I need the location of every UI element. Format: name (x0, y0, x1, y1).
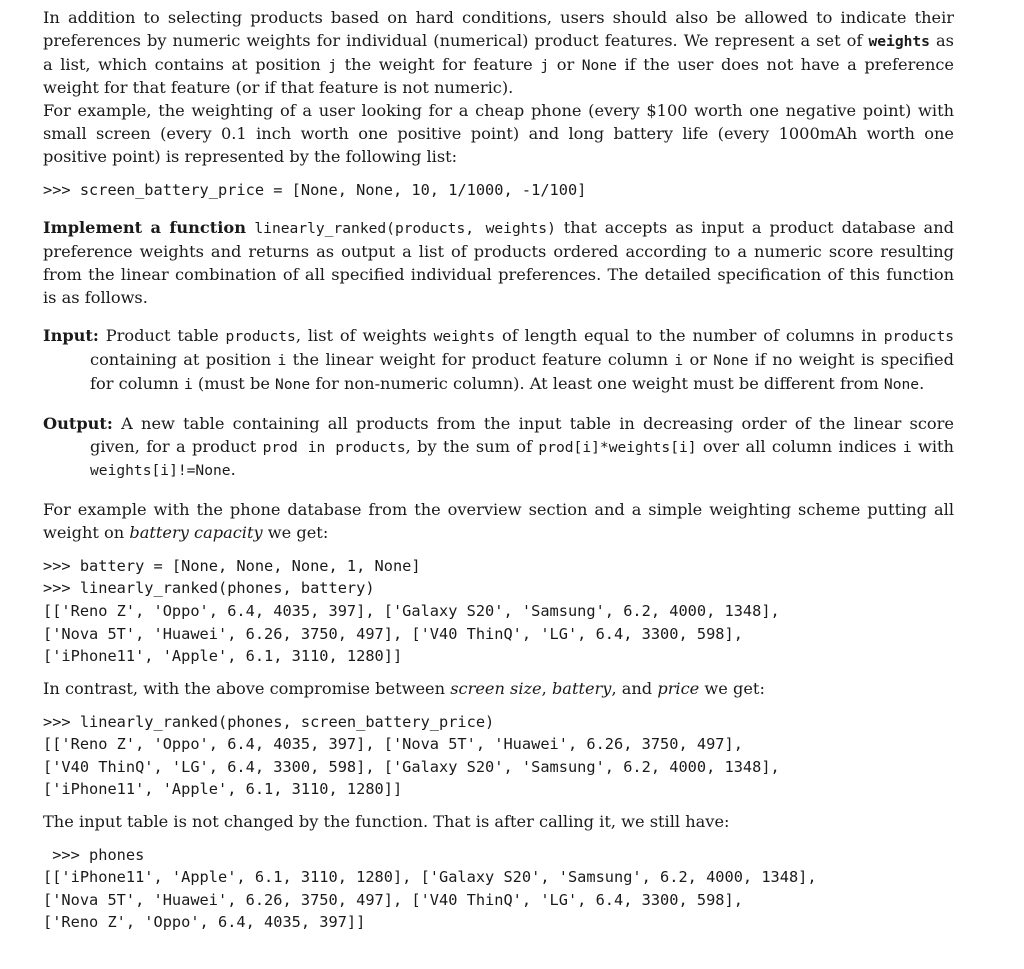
intro-text-3: the weight for feature (337, 54, 541, 74)
implement-paragraph (43, 217, 954, 309)
input-text-2: , list of weights (295, 326, 434, 346)
code-weights: weights (868, 32, 930, 50)
code-j: j (328, 56, 338, 74)
battery-text-1: For example with the phone database from the overview section and a simple weighting scheme putting all weight on (43, 500, 954, 542)
output-text-2: , by the sum of (405, 436, 539, 456)
input-spec (43, 325, 954, 396)
code-line: ['Nova 5T', 'Huawei', 6.26, 3750, 497], ['V40 ThinQ', 'LG', 6.4, 3300, 598], (43, 890, 743, 909)
input-text-6: or (683, 350, 714, 370)
code-weights-2: weights (433, 328, 496, 346)
code-line: ['iPhone11', 'Apple', 6.1, 3110, 1280]] (43, 647, 403, 666)
output-text-3: over all column indices (696, 436, 903, 456)
contrast-emphasis-1: screen size (450, 678, 542, 698)
intro-text-1: In addition to selecting products based on hard conditions, users should also be allowed to indicate their preferences by numeric weights for individual (numerical) product features. We represent a set of (43, 8, 954, 50)
code-i-4: i (902, 438, 912, 456)
intro-text-4: or (549, 54, 582, 74)
contrast-text-2: , (541, 678, 552, 698)
code-line: >>> battery = [None, None, None, 1, None] (43, 556, 421, 575)
intro-text-5: if the user does not have a preference weight for that feature (or if that feature is not numeric). (43, 54, 955, 98)
unchanged-paragraph: The input table is not changed by the function. That is after calling it, we still have: (43, 811, 730, 831)
code-block-phones (43, 844, 954, 934)
code-products: products (225, 328, 296, 346)
code-weight-cond: weights[i]!=None (90, 462, 231, 480)
code-line: >>> phones (43, 845, 145, 864)
battery-text-2: we get: (262, 522, 329, 542)
contrast-text-1: In contrast, with the above compromise between (43, 678, 451, 698)
code-line: [['Reno Z', 'Oppo', 6.4, 4035, 397], ['Nova 5T', 'Huawei', 6.26, 3750, 497], (43, 735, 743, 754)
input-text-4: containing at position (90, 350, 278, 370)
code-line: [['Reno Z', 'Oppo', 6.4, 4035, 397], ['Galaxy S20', 'Samsung', 6.2, 4000, 1348], (43, 601, 780, 620)
code-line: ['iPhone11', 'Apple', 6.1, 3110, 1280]] (43, 780, 403, 799)
output-spec (43, 413, 954, 483)
code-none-2: None (713, 352, 749, 370)
code-i-2: i (674, 352, 684, 370)
implement-text: that accepts as input a product database and preference weights and returns as output a list of products ordered according to a numeric score resulting from the linear combination of all specified individual preferences. The detailed specification of this function is as follows. (43, 218, 954, 307)
function-signature: linearly_ranked(products, weights) (254, 220, 556, 238)
code-none-3: None (275, 375, 311, 393)
input-text-10: . (919, 373, 925, 393)
battery-example-paragraph (43, 499, 954, 545)
code-line: [['iPhone11', 'Apple', 6.1, 3110, 1280], ['Galaxy S20', 'Samsung', 6.2, 4000, 1348], (43, 868, 817, 887)
contrast-text-3: , and (611, 678, 658, 698)
input-text-5: the linear weight for product feature column (286, 350, 675, 370)
battery-emphasis: battery capacity (129, 522, 263, 542)
output-text-5: . (230, 460, 236, 480)
contrast-emphasis-2: battery (551, 678, 612, 698)
code-line: ['Nova 5T', 'Huawei', 6.26, 3750, 497], ['V40 ThinQ', 'LG', 6.4, 3300, 598], (43, 624, 743, 643)
code-line: >>> linearly_ranked(phones, screen_battery_price) (43, 712, 495, 731)
contrast-text-4: we get: (699, 678, 765, 698)
implement-heading: Implement a function (43, 218, 255, 238)
input-text-9: for non-numeric column). At least one weight must be different from (310, 373, 884, 393)
code-block-screen-battery-price (43, 711, 954, 801)
output-text-4: with (911, 436, 954, 456)
input-label: Input: (43, 326, 99, 346)
output-text-1: A new table containing all products from the input table in decreasing order of the linear score given, for a product (90, 413, 954, 456)
contrast-paragraph (43, 678, 954, 701)
code-line: ['Reno Z', 'Oppo', 6.4, 4035, 397]] (43, 913, 366, 932)
intro-paragraph (43, 7, 954, 100)
input-text-8: (must be (192, 373, 276, 393)
output-label: Output: (43, 413, 113, 433)
code-prod-in-products: prod in products (262, 438, 406, 456)
contrast-emphasis-3: price (657, 678, 700, 698)
code-line: >>> linearly_ranked(phones, battery) (43, 579, 375, 598)
input-text-3: of length equal to the number of columns in (495, 326, 884, 346)
example-paragraph: For example, the weighting of a user looking for a cheap phone (every $100 worth one negative point) with small screen (every 0.1 inch worth one positive point) and long battery life (every 1000mAh worth one positive point) is represented by the following list: (43, 101, 954, 166)
code-i-3: i (183, 375, 193, 393)
code-block-battery (43, 555, 954, 668)
code-line: ['V40 ThinQ', 'LG', 6.4, 3300, 598], ['Galaxy S20', 'Samsung', 6.2, 4000, 1348], (43, 757, 780, 776)
intro-text-2: as a list, which contains at position (43, 30, 954, 74)
code-screen-battery-price: >>> screen_battery_price = [None, None, 10, 1/1000, -1/100] (43, 180, 587, 199)
code-none: None (581, 56, 617, 74)
code-score-expr: prod[i]*weights[i] (538, 438, 697, 456)
code-products-2: products (883, 328, 955, 346)
code-none-4: None (883, 375, 920, 393)
input-text-1: Product table (98, 326, 226, 346)
input-text-7: if no weight is specified for column (90, 350, 954, 393)
code-j-2: j (540, 56, 550, 74)
code-i: i (277, 352, 287, 370)
